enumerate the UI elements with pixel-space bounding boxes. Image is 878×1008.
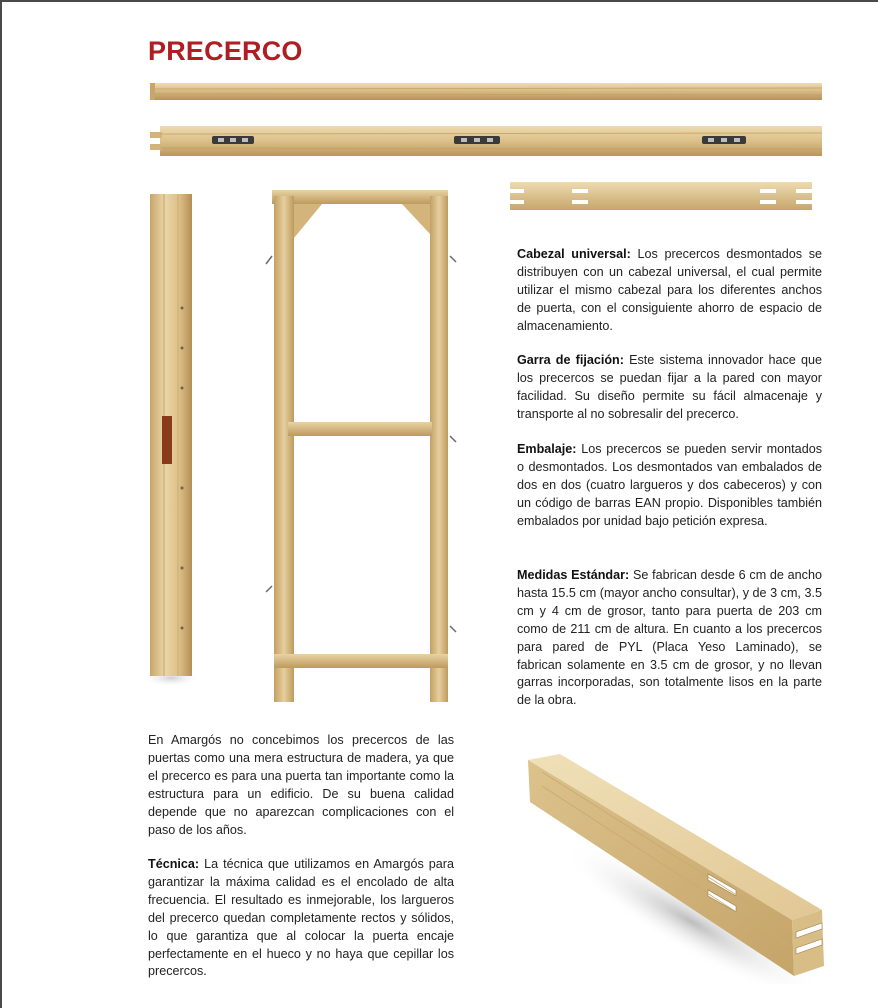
slotted-beam-image [522,752,832,984]
beam-plain-image [150,80,822,104]
page-title: PRECERCO [148,36,303,66]
intro-paragraph: En Amargós no concebimos los precercos de las puertas como una mera estructura de madera, ya que el precerco es para una puerta tan importante como la estructura para un edificio. De su buena calidad depende que no aparezcan complicaciones con el paso de los años. [148,733,454,837]
vertical-post-image [140,188,202,688]
door-frame-image [262,186,460,706]
embalaje-paragraph: Embalaje: Los precercos se pueden servir montados o desmontados. Los desmontados van embalados de dos en dos (cuatro largueros y dos cabeceros) y con un código de barras EAN propio. Disponibles también embalados por unidad bajo petición expresa. [517,442,822,528]
top-border [0,0,878,2]
tecnica-paragraph: Técnica: La técnica que utilizamos en Amargós para garantizar la máxima calidad es el encolado de alta frecuencia. El resultado es inmejorable, los largueros del precerco quedan completamente rectos y sólidos, lo que garantiza que al colocar la puerta encaje perfectamente en el hueco y no haya que cepillar los precercos. [148,857,454,979]
header-piece-image [510,180,812,212]
beam-with-claws-image [150,122,822,160]
cabezal-universal-paragraph: Cabezal universal: Los precercos desmontados se distribuyen con un cabezal universal, el cual permite utilizar el mismo cabezal para los diferentes anchos de puerta, con el consiguiente ahorro de espacio de almacenamiento. [517,247,823,333]
left-border [0,0,2,1008]
garra-fijacion-paragraph: Garra de fijación: Este sistema innovador hace que los precercos se puedan fijar a la pared con mayor facilidad. Su diseño permite su fácil almacenaje y transporte al no sobresalir del precerco. [517,353,822,421]
medidas-estandar-paragraph: Medidas Estándar: Se fabrican desde 6 cm de ancho hasta 15.5 cm (mayor ancho consultar), y de 3 cm, 3.5 cm y 4 cm de grosor, tanto para puerta de 203 cm como de 211 cm de altura. En cuanto a los precercos para pared de PYL (Placa Yeso Laminado), se fabrican solamente en 3.5 cm de grosor, y no llevan garras incorporadas, son totalmente lisos en la parte de la obra. [517,568,822,708]
